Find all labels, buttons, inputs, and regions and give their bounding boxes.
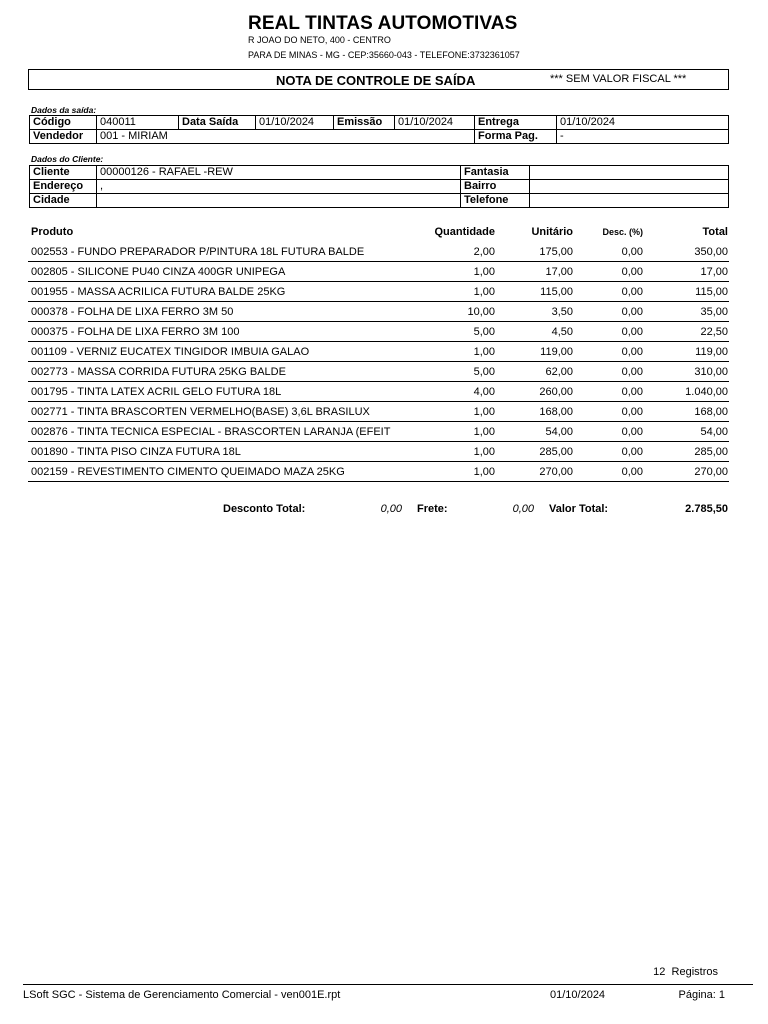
item-produto: 000375 - FOLHA DE LIXA FERRO 3M 100 (31, 326, 240, 338)
item-quantidade: 2,00 (473, 246, 495, 258)
item-produto: 002876 - TINTA TECNICA ESPECIAL - BRASCORTEN LARANJA (EFEIT (31, 426, 391, 438)
cliente-section-label: Dados do Cliente: (31, 154, 104, 164)
item-desconto: 0,00 (621, 326, 643, 338)
bairro-label: Bairro (461, 180, 530, 194)
item-desconto: 0,00 (621, 466, 643, 478)
cliente-value: 00000126 - RAFAEL -REW (97, 166, 461, 180)
codigo-label: Código (30, 116, 97, 130)
cidade-label: Cidade (30, 194, 97, 208)
header-unitario: Unitário (531, 226, 573, 238)
item-desconto: 0,00 (621, 366, 643, 378)
footer-system: LSoft SGC - Sistema de Gerenciamento Comercial - ven001E.rpt (23, 989, 341, 1001)
saida-table (29, 115, 729, 144)
item-produto: 002553 - FUNDO PREPARADOR P/PINTURA 18L FUTURA BALDE (31, 246, 365, 258)
table-row (28, 462, 729, 482)
item-total: 17,00 (700, 266, 728, 278)
item-produto: 000378 - FOLHA DE LIXA FERRO 3M 50 (31, 306, 234, 318)
table-row (28, 362, 729, 382)
forma-pag-label: Forma Pag. (475, 130, 557, 144)
item-desconto: 0,00 (621, 306, 643, 318)
header-quantidade: Quantidade (434, 226, 495, 238)
company-name: REAL TINTAS AUTOMOTIVAS (248, 13, 518, 34)
footer-divider (23, 984, 753, 985)
item-produto: 002805 - SILICONE PU40 CINZA 400GR UNIPEGA (31, 266, 286, 278)
item-total: 119,00 (695, 346, 728, 358)
item-unitario: 115,00 (540, 286, 573, 298)
company-address: R JOAO DO NETO, 400 - CENTRO (248, 35, 391, 45)
vendedor-label: Vendedor (30, 130, 97, 144)
item-quantidade: 1,00 (473, 406, 495, 418)
table-row (28, 282, 729, 302)
header-produto: Produto (31, 226, 74, 238)
item-desconto: 0,00 (621, 446, 643, 458)
frete-value: 0,00 (512, 503, 534, 515)
table-row (28, 442, 729, 462)
item-unitario: 175,00 (539, 246, 573, 258)
footer-page: Página: 1 (678, 989, 725, 1001)
item-produto: 002773 - MASSA CORRIDA FUTURA 25KG BALDE (31, 366, 286, 378)
header-total: Total (702, 226, 728, 238)
bairro-value (530, 180, 729, 194)
item-quantidade: 4,00 (473, 386, 495, 398)
header-desconto: Desc. (%) (602, 227, 643, 237)
item-total: 310,00 (694, 366, 728, 378)
item-unitario: 54,00 (545, 426, 573, 438)
desconto-total-value: 0,00 (380, 503, 402, 515)
fantasia-label: Fantasia (461, 166, 530, 180)
item-total: 22,50 (700, 326, 728, 338)
item-quantidade: 1,00 (473, 286, 495, 298)
item-desconto: 0,00 (621, 246, 643, 258)
item-produto: 002159 - REVESTIMENTO CIMENTO QUEIMADO MAZA 25KG (31, 466, 345, 478)
registros-count (653, 966, 718, 978)
item-unitario: 4,50 (551, 326, 573, 338)
item-quantidade: 5,00 (473, 366, 495, 378)
frete-label: Frete: (417, 503, 448, 515)
item-unitario: 285,00 (539, 446, 573, 458)
forma-pag-value: - (557, 130, 729, 144)
item-total: 350,00 (694, 246, 728, 258)
cliente-table (29, 165, 729, 208)
emissao-label: Emissão (334, 116, 395, 130)
emissao-value: 01/10/2024 (395, 116, 475, 130)
vendedor-value: 001 - MIRIAM (97, 130, 475, 144)
cliente-label: Cliente (30, 166, 97, 180)
table-row (28, 302, 729, 322)
table-row (28, 242, 729, 262)
endereco-value: , (97, 180, 461, 194)
item-desconto: 0,00 (621, 266, 643, 278)
item-total: 115,00 (695, 286, 728, 298)
item-unitario: 119,00 (540, 346, 573, 358)
item-unitario: 3,50 (551, 306, 573, 318)
item-total: 285,00 (694, 446, 728, 458)
company-city-line: PARA DE MINAS - MG - CEP:35660-043 - TELEFONE:3732361057 (248, 50, 520, 60)
endereco-label: Endereço (30, 180, 97, 194)
item-unitario: 260,00 (539, 386, 573, 398)
item-quantidade: 1,00 (473, 466, 495, 478)
item-total: 1.040,00 (685, 386, 728, 398)
totals-row (28, 503, 729, 517)
item-quantidade: 10,00 (467, 306, 495, 318)
registros-label: Registros (671, 966, 718, 978)
table-row (28, 422, 729, 442)
item-total: 35,00 (700, 306, 728, 318)
item-unitario: 17,00 (545, 266, 573, 278)
valor-total-value: 2.785,50 (685, 503, 728, 515)
item-total: 168,00 (694, 406, 728, 418)
registros-number: 12 (653, 966, 666, 978)
item-desconto: 0,00 (621, 386, 643, 398)
item-produto: 001795 - TINTA LATEX ACRIL GELO FUTURA 18L (31, 386, 282, 398)
item-unitario: 168,00 (539, 406, 573, 418)
fiscal-note: *** SEM VALOR FISCAL *** (550, 73, 687, 85)
item-produto: 002771 - TINTA BRASCORTEN VERMELHO(BASE) 3,6L BRASILUX (31, 406, 370, 418)
item-total: 270,00 (694, 466, 728, 478)
document-title-box (28, 69, 729, 90)
item-produto: 001955 - MASSA ACRILICA FUTURA BALDE 25KG (31, 286, 286, 298)
item-desconto: 0,00 (621, 406, 643, 418)
item-unitario: 62,00 (545, 366, 573, 378)
item-produto: 001109 - VERNIZ EUCATEX TINGIDOR IMBUIA GALAO (31, 346, 310, 358)
item-desconto: 0,00 (621, 346, 643, 358)
item-quantidade: 1,00 (473, 426, 495, 438)
entrega-label: Entrega (475, 116, 557, 130)
item-unitario: 270,00 (539, 466, 573, 478)
table-row (28, 322, 729, 342)
items-list (28, 242, 729, 482)
item-desconto: 0,00 (621, 286, 643, 298)
fantasia-value (530, 166, 729, 180)
items-header (28, 226, 729, 240)
item-quantidade: 5,00 (473, 326, 495, 338)
codigo-value: 040011 (97, 116, 179, 130)
data-saida-label: Data Saída (179, 116, 256, 130)
telefone-label: Telefone (461, 194, 530, 208)
item-total: 54,00 (700, 426, 728, 438)
item-quantidade: 1,00 (473, 266, 495, 278)
table-row (28, 382, 729, 402)
item-quantidade: 1,00 (473, 446, 495, 458)
saida-section-label: Dados da saída: (31, 105, 97, 115)
item-produto: 001890 - TINTA PISO CINZA FUTURA 18L (31, 446, 241, 458)
footer-date: 01/10/2024 (550, 989, 606, 1001)
document-title: NOTA DE CONTROLE DE SAÍDA (276, 73, 476, 88)
item-desconto: 0,00 (621, 426, 643, 438)
valor-total-label: Valor Total: (549, 503, 609, 515)
table-row (28, 262, 729, 282)
data-saida-value: 01/10/2024 (256, 116, 334, 130)
table-row (28, 342, 729, 362)
table-row (28, 402, 729, 422)
desconto-total-label: Desconto Total: (223, 503, 306, 515)
telefone-value (530, 194, 729, 208)
entrega-value: 01/10/2024 (557, 116, 729, 130)
cidade-value (97, 194, 461, 208)
item-quantidade: 1,00 (473, 346, 495, 358)
